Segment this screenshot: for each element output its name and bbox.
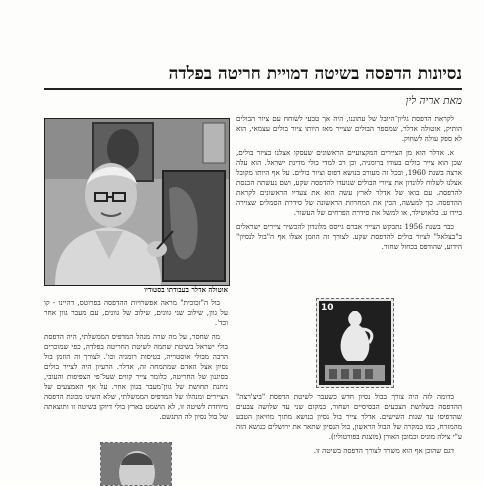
paragraph: א. אדלר הוא מן הציירים המקצועיים הראשונים שעסקו אצלנו בציור בולים, שכן הוא צייר בולים בעודו ברומניה, וכן רב למדי בולי מדינת ישראל. הוא עלה ארצה בשנת 1960, ובכל זה מעורב בנושא דפוס וציור בולים. על אף היותו מקובל אצלנו לשלוח ללונדון את ציורי הבולים שנועדו להדפסה שקע, ושם נעשתה הכנסת להדפסה. עם בואו של אדלר לארץ עשה הוא את צעדיו הראשונים לקראת ההדפסה. כך למעשה, הכין את המחרוזת הראשונה של סידרת הסמלים שצוירה ביידו ע. בלאושילד, או למשל את סידרת הפרחים של העשור. bbox=[236, 148, 462, 217]
artist-photo-image bbox=[45, 119, 229, 285]
stamp-denomination: 10 bbox=[321, 303, 334, 313]
article-column-right-bottom bbox=[236, 392, 462, 482]
portrait-stamp bbox=[100, 442, 172, 486]
trial-stamp bbox=[316, 298, 394, 388]
paragraph: מה שחסר, על מה שרה מנהל המדפיס הממשלתי, היה הדפסת בולי ישראל בשיטת שתמה לשיטת החריטה בפלדה, כפי שמוכרים הרבה מבולי אוסטריה, בטיסות רומניה וכו'. לצורך זה הוזמן בול נסיון אצל האדם שמתמחה זה, אדלר. הרעיון היה לצייר בולים בסיגנון של החריטה, כלומר צייר קווים שעל־פי הצפיפות והעובי, ניתנת תחושת של גוון־מעבר בגוון אחר. על אף האמצעים של הציירים ומנהלו של המדפיס הממשלתי, שלא השיגו מכונת הדפסה מיוחדת לשיטה זו, לא הושמט בארץ בולי דיוקן בשיטה זו ותוצאתה של בול נסיון לה התגשם. bbox=[44, 332, 228, 421]
article-title: נסיונות הדפסה בשיטה דמויית חריטה בפלדה bbox=[168, 64, 462, 84]
paragraph: בול ה"זכוכית" מראה אפשרויות ההדפסה בפרוטס, דהיינו - קו על גוון, שילוב שני גוונים, שילוב של גוונים, עם מעבר גוון אחר וכד'. bbox=[44, 298, 228, 327]
photo-caption: אוטולה אדלר בעבודתו בסטודיו bbox=[144, 285, 228, 294]
artist-photo bbox=[44, 118, 230, 286]
paragraph: לקראת הדפסת גליון־היובל של עתוננו, היה אך טבעי לשוחח עם ציור הבולים הותיק, אוטולה אדלר, שמספר הבולים שצייר מאז היותו ציור בולים עצמאי, הוא לא ספק עולה לשחוק. bbox=[236, 114, 462, 143]
article-author: מאת אריה לין bbox=[405, 95, 462, 107]
article-column-left bbox=[44, 298, 228, 433]
paragraph: דגם שהוכן אף הוא משרד לצורך הדפסה בשיטה זו. bbox=[313, 446, 454, 455]
portrait-stamp-image bbox=[101, 443, 171, 485]
paragraph: בדומה לזה היה צורך בבול נסיון חדש כשעבר לשיטת הדפסת "ביצ'רצה" ההדפסה בשלושת הצבעים הבסיסיים ושחור, במקום שני עד שלושה צבעים שהדפיסו עד שנות השישים. אדלר צייר בול נסיון בנושא מתוך מוזיאון הטבע מהמזרח, כמו במקרה של הבול הראשון, בול הנסיון שתאר את ירושלים כנושא הזה ע"י צילה מוניס וכמובן האורן (מוצגת בפורטוליו). bbox=[236, 392, 462, 441]
paragraph: כבר בשנת 1956 נתבקש הצייר אברם גייסס מלונדון להכשיר ציירים ישראלים ב"בצלאל" לציור בולים להדפסת שקע. לצורך זה הוזמן אצלו אף ה"בול לנסיון" הידוע, שהודפס בכחול שחור. bbox=[236, 222, 462, 251]
title-divider bbox=[44, 88, 462, 90]
article-column-right-top bbox=[236, 114, 462, 264]
